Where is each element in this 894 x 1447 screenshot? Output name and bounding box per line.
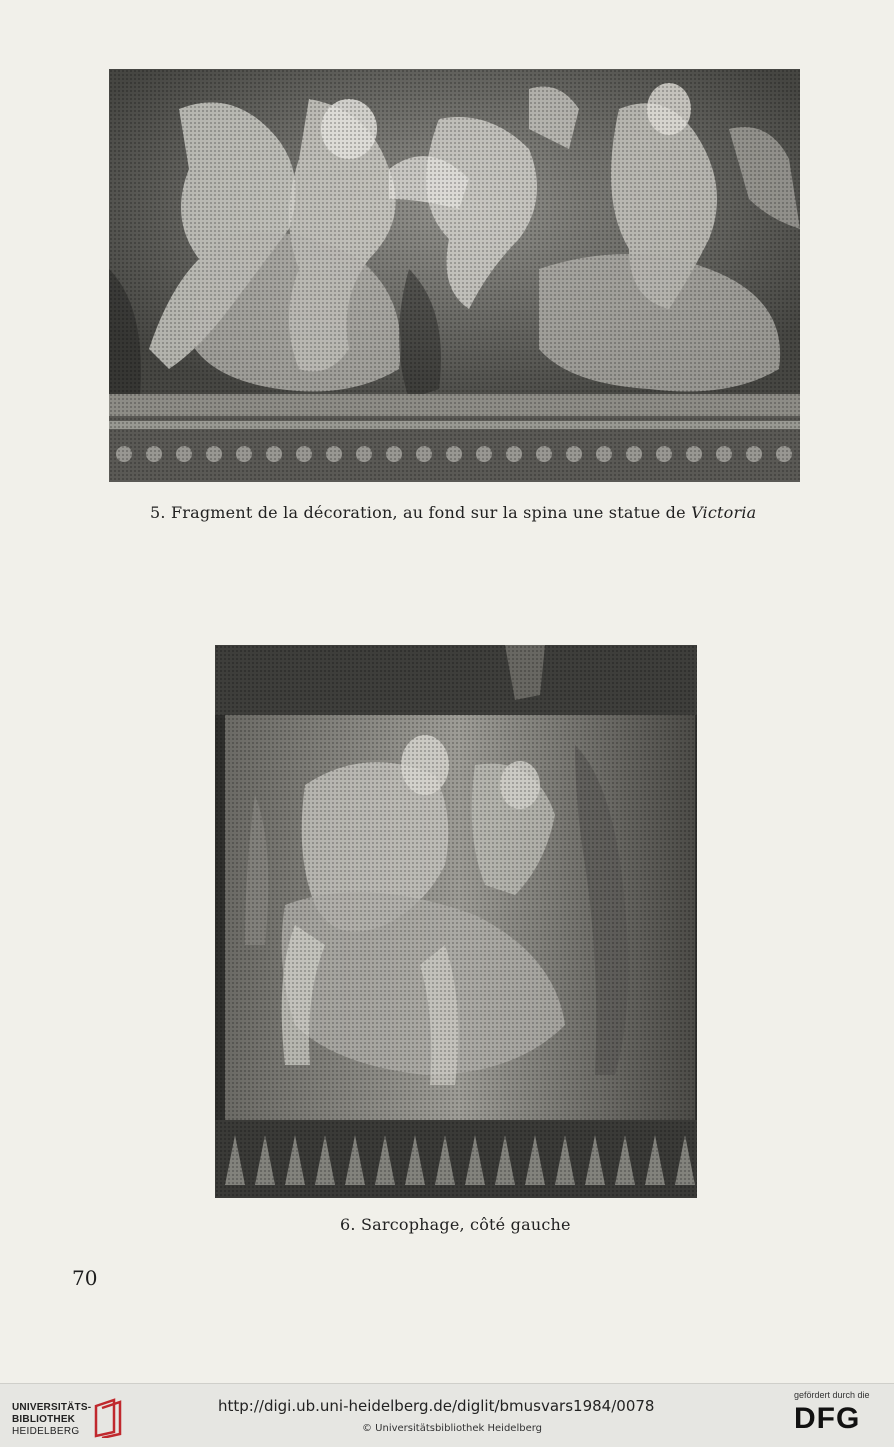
figure-6-caption: [340, 1215, 571, 1234]
page-number: 70: [72, 1266, 98, 1290]
copyright-notice: © Universitätsbibliothek Heidelberg: [362, 1423, 543, 1434]
library-logo[interactable]: [12, 1392, 122, 1440]
funder-area[interactable]: [794, 1388, 886, 1444]
library-name-line1: UNIVERSITÄTS-: [12, 1402, 92, 1413]
relief-image-1: [109, 69, 800, 482]
figure-5-caption-text: 5. Fragment de la décoration, au fond sur la spina une statue de: [150, 503, 692, 522]
figure-5-caption-italic: Victoria: [691, 503, 757, 522]
library-name-line3: HEIDELBERG: [12, 1426, 80, 1437]
figure-6-caption-text: 6. Sarcophage, côté gauche: [340, 1215, 571, 1234]
dfg-logo: DFG: [794, 1402, 861, 1435]
figure-5-image: [109, 69, 800, 482]
figure-6-image: [215, 645, 697, 1198]
permalink-url[interactable]: http://digi.ub.uni-heidelberg.de/diglit/bmusvars1984/0078: [218, 1397, 655, 1415]
footer-bar: [0, 1383, 894, 1447]
figure-5-caption: [150, 503, 756, 522]
relief-image-2: [215, 645, 697, 1198]
funding-label: gefördert durch die: [794, 1390, 870, 1400]
library-name-line2: BIBLIOTHEK: [12, 1414, 76, 1425]
library-mark-icon: [92, 1396, 124, 1438]
